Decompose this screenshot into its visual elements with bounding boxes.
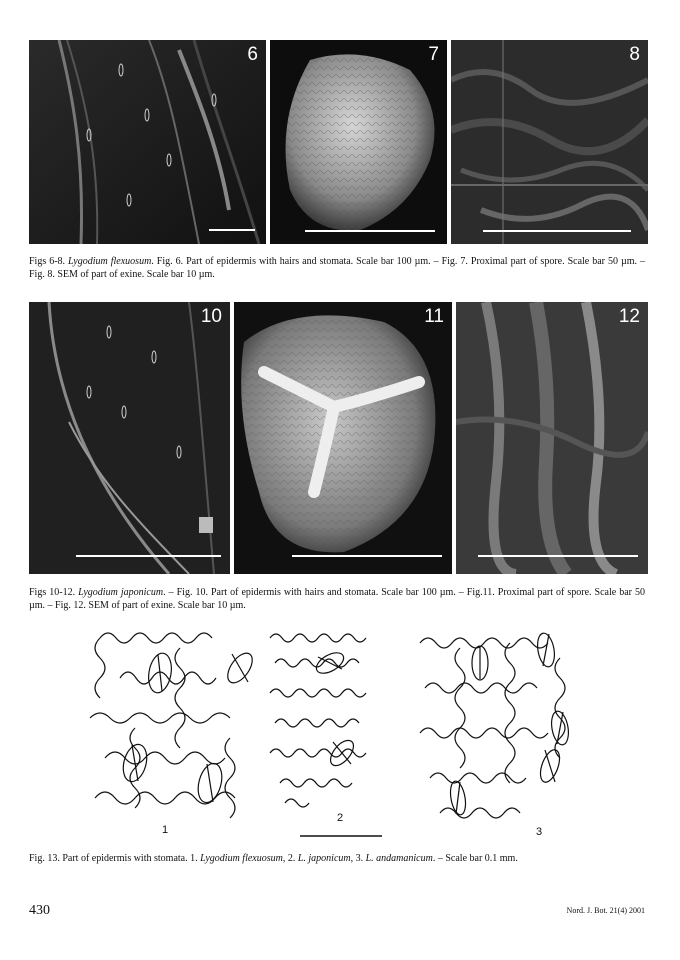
caption-text: . – Scale bar 0.1 mm. (432, 853, 518, 864)
panel-number: 7 (428, 44, 439, 65)
panel-number: 6 (247, 44, 258, 65)
species-name: L. andamanicum (365, 853, 433, 864)
figure-13-drawings (80, 618, 610, 843)
figure-10-epidermis (29, 302, 230, 574)
figure-8-exine (451, 40, 648, 244)
drawing-label-2: 2 (337, 812, 344, 824)
caption-fig-13 (29, 852, 645, 865)
page-number: 430 (29, 903, 50, 918)
panel-number: 10 (200, 306, 222, 327)
caption-text: . – Fig. 10. Part of epidermis with hairs and stomata. Scale bar 100 µm. – Fig.11. Proximal part of spore. Scale bar 50 µm. – Fig. 12. SEM of part of exine. Scale bar 10 µm. (29, 587, 646, 611)
caption-prefix: Figs 10-12. (29, 587, 79, 598)
panel-number: 11 (424, 306, 444, 327)
caption-text: . Fig. 6. Part of epidermis with hairs and stomata. Scale bar 100 µm. – Fig. 7. Proximal part of spore. Scale bar 50 µm. – Fig. 8. SEM of part of exine. Scale bar 10 µm. (29, 256, 646, 280)
species-name: Lygodium japonicum (78, 587, 164, 598)
species-name: Lygodium flexuosum (68, 256, 152, 267)
figure-12-exine (456, 302, 648, 574)
species-name: Lygodium flexuosum (200, 853, 283, 864)
figure-7-spore (270, 40, 447, 244)
species-name: L. japonicum (297, 853, 351, 864)
drawing-label-1: 1 (162, 824, 169, 836)
caption-separator: , 3. (350, 853, 366, 864)
caption-separator: , 2. (282, 853, 298, 864)
caption-figs-10-12 (29, 586, 645, 612)
drawing-label-3: 3 (536, 826, 543, 838)
figure-11-spore (234, 302, 452, 574)
figure-6-epidermis (29, 40, 266, 244)
caption-prefix: Fig. 13. Part of epidermis with stomata. 1. (29, 853, 201, 864)
journal-citation: Nord. J. Bot. 21(4) 2001 (566, 906, 645, 915)
caption-prefix: Figs 6-8. (29, 256, 69, 267)
panel-number: 8 (629, 44, 640, 65)
caption-figs-6-8 (29, 255, 645, 281)
panel-number: 12 (618, 306, 640, 327)
